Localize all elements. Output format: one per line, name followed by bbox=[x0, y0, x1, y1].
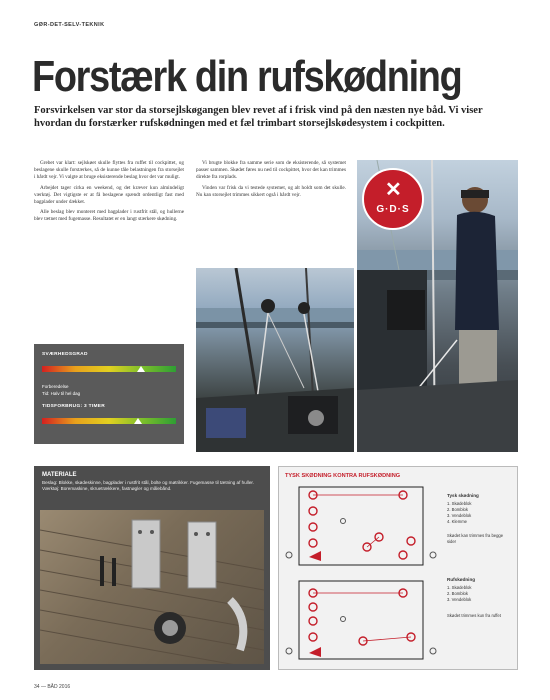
paragraph: Alle beslag blev monteret med bagplader i rustfrit stål, og hullerne blev tætnet med fugemasse. Resultatet er en langt stærkere skødning. bbox=[34, 209, 184, 223]
diagram-drawing bbox=[283, 481, 443, 671]
difficulty-bar bbox=[42, 366, 176, 372]
body-column-1 bbox=[34, 160, 184, 227]
paragraph: Vinden var frisk da vi testede systemet, og alt holdt som det skulle. Nu kan storsejlet trimmes sikkert også i hårdt vejr. bbox=[196, 184, 346, 198]
legend-note: Skødet kan trimmes fra begge sider bbox=[447, 533, 504, 544]
page-title: Forstærk din rufskødning bbox=[32, 52, 462, 101]
rigging-photo bbox=[196, 268, 354, 452]
paragraph: Vi brugte blokke fra samme serie som de eksisterende, så systemet passer sammen. Skødet føres nu ned til cockpittet, hvor det kan trimmes direkte fra rorplads. bbox=[196, 160, 346, 181]
kicker: GØR-DET-SELV-TEKNIK bbox=[34, 22, 105, 28]
legend-note: Skødet trimmes kun fra ruffet bbox=[447, 613, 501, 618]
lead-paragraph: Forsvirkelsen var stor da storsejlskøgangen blev revet af i frisk vind på den næsten nye båd. Vi viser hvordan du forstærker rufskødningen med et fæl trimbart storsejlskødesystem i cockpitten. bbox=[34, 105, 483, 129]
difficulty-item: Forberedelse bbox=[42, 384, 69, 389]
paragraph: Grebet var klart: sejlskøet skulle flyttes fra ruffet til cockpittet, og beslagene skulle forstærkes, så de kunne tåle belastningen fra storsejlet i hårdt vejr. Vi valgte at bruge eksisterende beslag hvor det var muligt. bbox=[34, 160, 184, 181]
legend-item: 3. Vendeblok bbox=[447, 597, 472, 602]
difficulty-box bbox=[34, 344, 184, 444]
material-box bbox=[34, 466, 270, 670]
legend-item: 4. Klemme bbox=[447, 519, 468, 524]
difficulty-label: SVÆRHEDSGRAD bbox=[42, 352, 88, 357]
legend-heading: Tysk skødning bbox=[447, 493, 479, 498]
legend-item: 1. Skødeblok bbox=[447, 501, 472, 506]
body-column-2 bbox=[196, 160, 346, 202]
legend-item: 2. Bomblok bbox=[447, 591, 468, 596]
material-text: Beslag: Blokke, skødeskinne, bagplader i rustfrit stål, bolte og møtrikker. Fugemasse til tætning af huller. Værktøj: Boremaskine, skruetrækkere, fastnøgler og målebånd. bbox=[42, 480, 254, 491]
diagram-title: TYSK SKØDNING KONTRA RUFSKØDNING bbox=[285, 473, 401, 479]
gds-badge bbox=[362, 168, 424, 230]
time-bar bbox=[42, 418, 176, 424]
material-photo bbox=[40, 510, 264, 664]
time-marker bbox=[134, 418, 142, 424]
page-footer: 34 — BÅD 2016 bbox=[34, 684, 71, 690]
legend-item: 2. Bomblok bbox=[447, 507, 468, 512]
difficulty-item: Tid: Halv til hel dag bbox=[42, 391, 81, 396]
badge-text: G·D·S bbox=[376, 204, 410, 215]
time-label: TIDSFORBRUG: 3 TIMER bbox=[42, 404, 106, 409]
legend-item: 3. Vendeblok bbox=[447, 513, 472, 518]
paragraph: Arbejdet tager cirka en weekend, og det kræver kun almindeligt værktøj. Det vigtigste er at få beslagene spændt ordentligt fast med bagplader under dækket. bbox=[34, 184, 184, 206]
material-title: MATERIALE bbox=[42, 472, 77, 478]
legend-item: 1. Skødeblok bbox=[447, 585, 472, 590]
rigging-diagram bbox=[278, 466, 518, 670]
difficulty-marker bbox=[137, 366, 145, 372]
cross-icon: ✕ bbox=[385, 179, 402, 201]
legend-heading: Rufskødning bbox=[447, 577, 476, 582]
